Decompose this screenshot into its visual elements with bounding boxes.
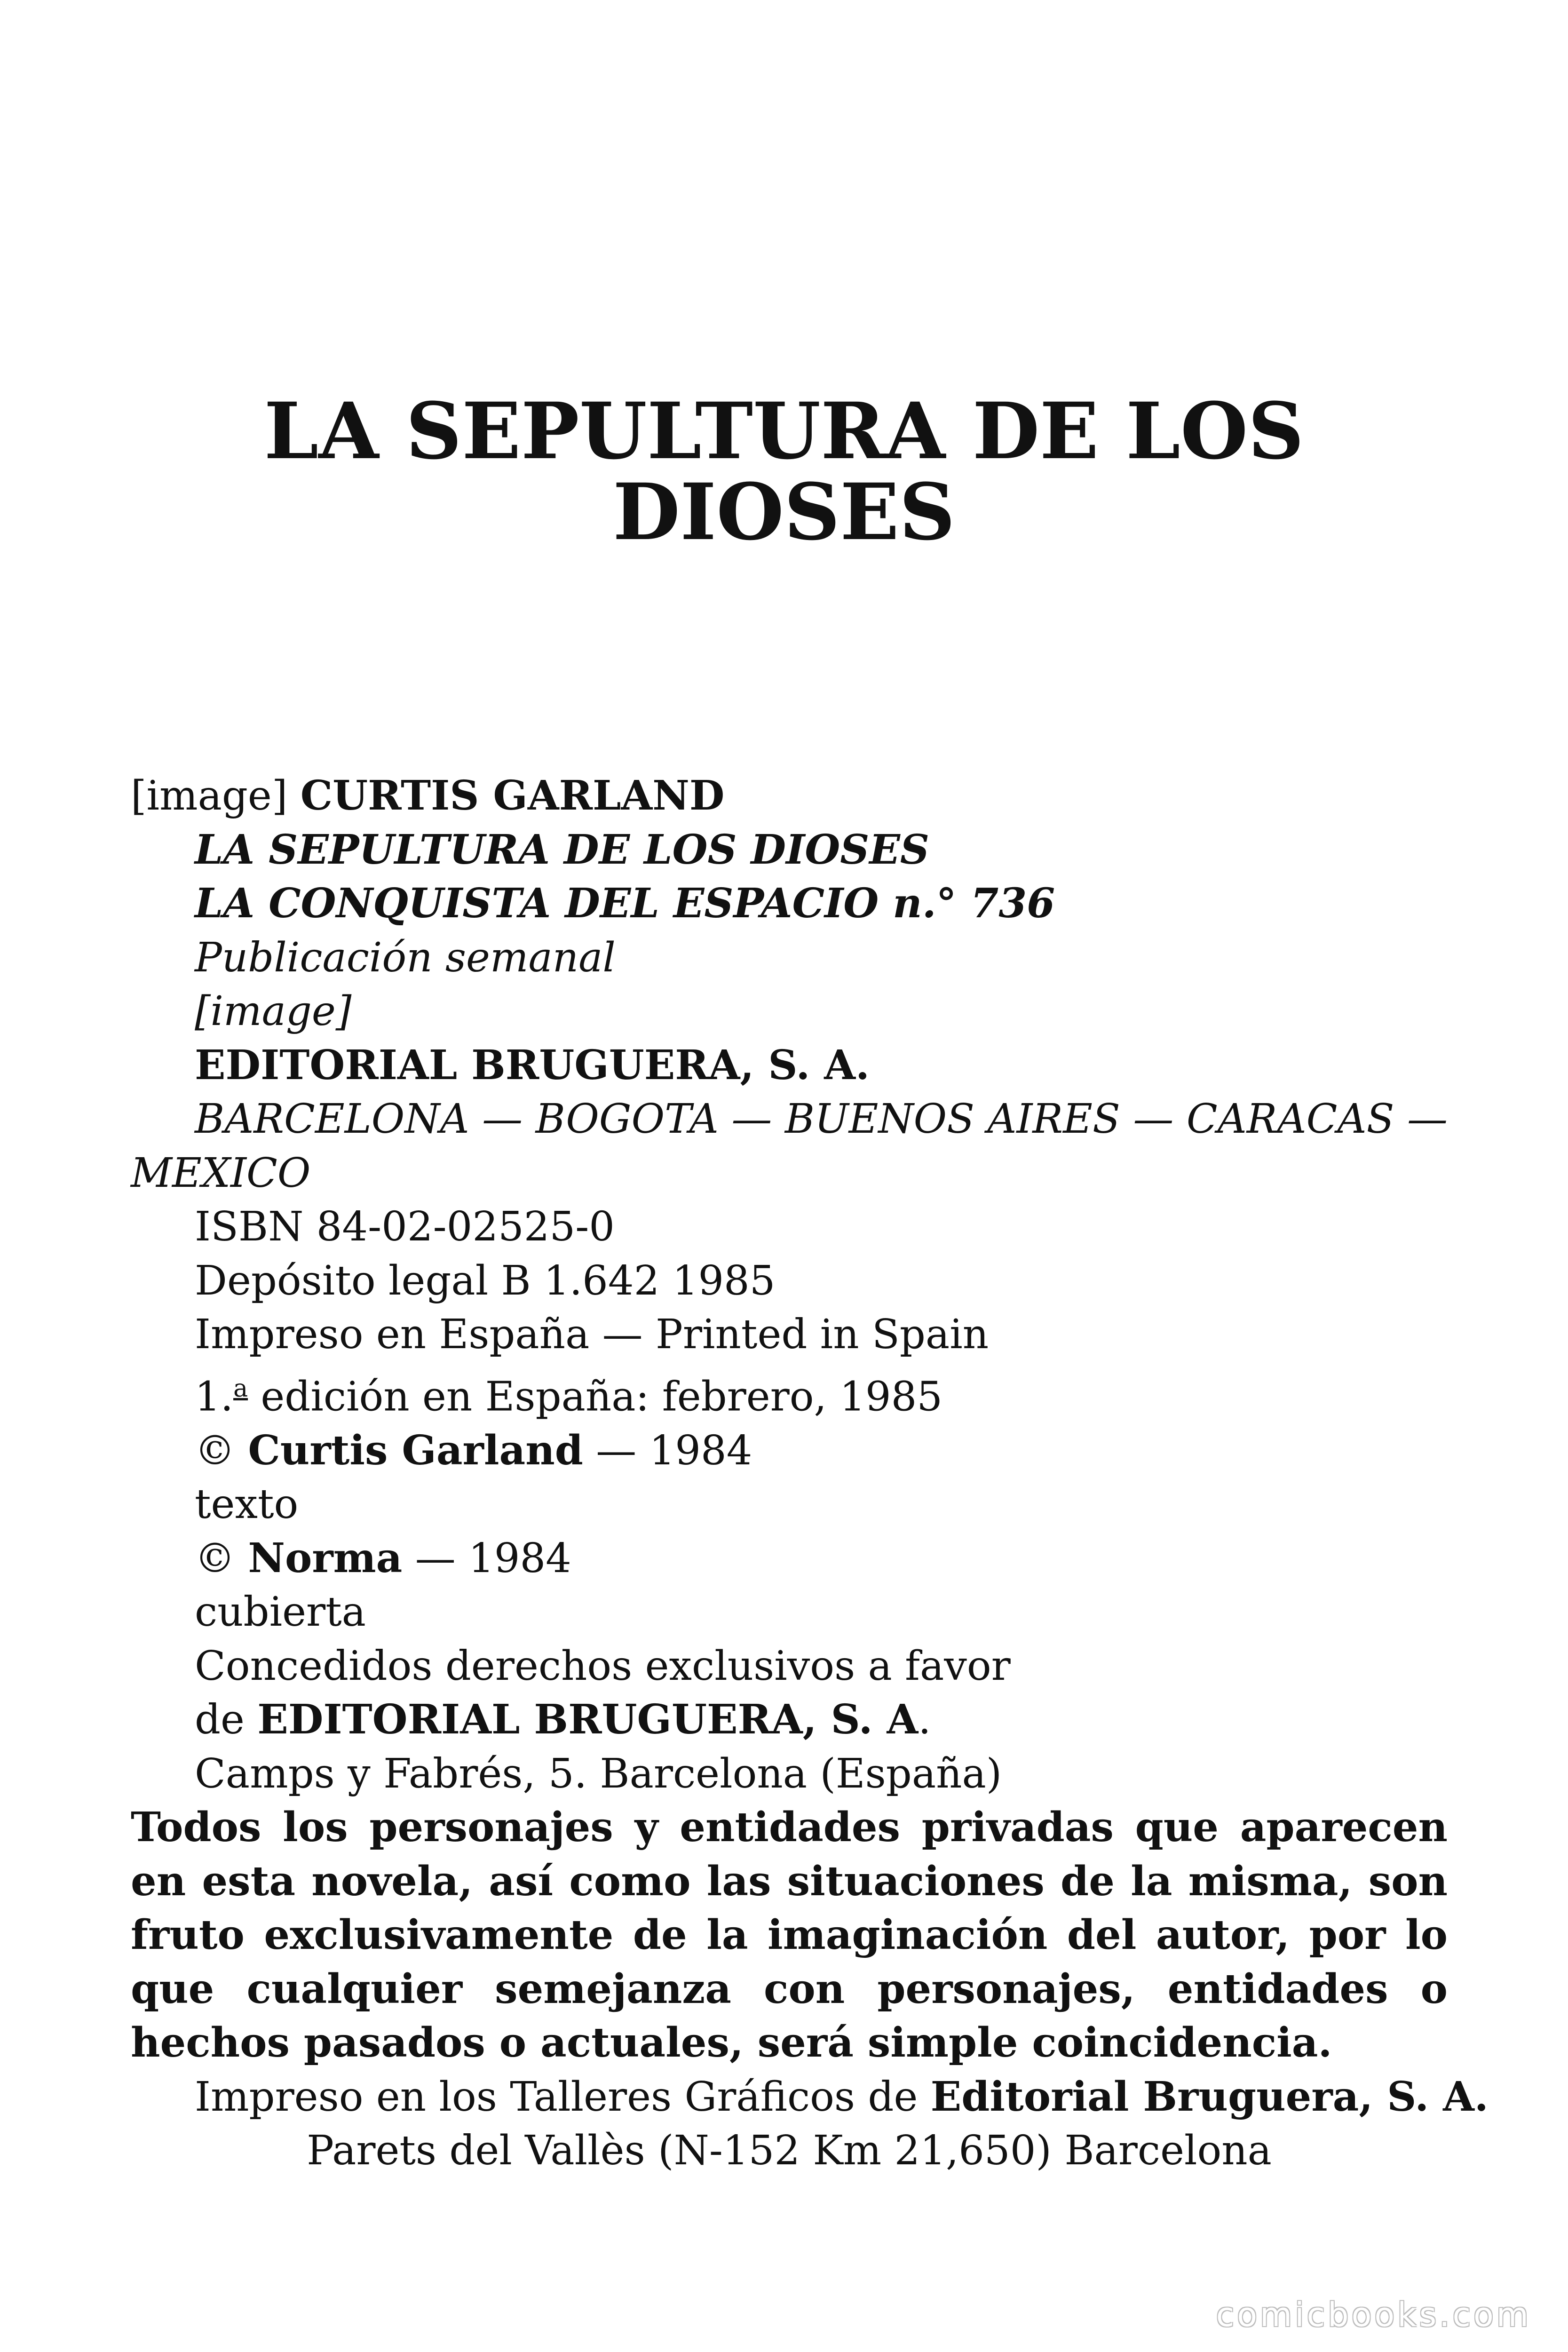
city-buenos-aires: BUENOS AIRES bbox=[784, 1096, 1120, 1143]
image-placeholder: [image] bbox=[131, 772, 288, 819]
image-placeholder-2: [image] bbox=[195, 988, 352, 1035]
edition-ordinal: a bbox=[233, 1374, 248, 1403]
printer-name: Editorial Bruguera, S. A. bbox=[930, 2073, 1489, 2121]
copyright-symbol: © bbox=[195, 1534, 248, 1582]
printer-address: Parets del Vallès (N-152 Km 21,650) Barcelona bbox=[307, 2127, 1272, 2175]
copyright-year: — 1984 bbox=[402, 1534, 571, 1582]
city-separator: — bbox=[731, 1096, 772, 1143]
printer-line bbox=[131, 2070, 1489, 2124]
copyright-year: — 1984 bbox=[583, 1427, 752, 1474]
edition-line bbox=[131, 1362, 1448, 1424]
legal-deposit: Depósito legal B 1.642 1985 bbox=[195, 1257, 776, 1304]
copyright-holder: Curtis Garland bbox=[248, 1426, 583, 1474]
city-mexico: MEXICO bbox=[131, 1149, 311, 1197]
rights-prefix: de bbox=[195, 1696, 258, 1744]
isbn: ISBN 84-02-02525-0 bbox=[195, 1203, 615, 1250]
series-number: LA CONQUISTA DEL ESPACIO n.° 736 bbox=[195, 880, 1055, 927]
city-separator: — bbox=[1407, 1096, 1448, 1143]
credit-book-title: LA SEPULTURA DE LOS DIOSES bbox=[195, 826, 930, 874]
copyright-cover-label: cubierta bbox=[195, 1589, 366, 1636]
rights-holder: EDITORIAL BRUGUERA, S. A bbox=[257, 1696, 919, 1744]
publisher-cities bbox=[131, 1092, 1448, 1146]
city-barcelona: BARCELONA bbox=[195, 1096, 469, 1143]
edition-date: edición en España: febrero, 1985 bbox=[248, 1373, 943, 1421]
printer-prefix: Impreso en los Talleres Gráficos de bbox=[195, 2073, 931, 2121]
printed-in-spain: Impreso en España — Printed in Spain bbox=[195, 1311, 989, 1358]
rights-line-1: Concedidos derechos exclusivos a favor bbox=[195, 1642, 1011, 1690]
author-line bbox=[131, 769, 1448, 823]
copyright-text bbox=[131, 1424, 1448, 1478]
book-title-line-1: LA SEPULTURA DE LOS bbox=[264, 385, 1304, 477]
publication-frequency: Publicación semanal bbox=[195, 934, 616, 981]
book-title-line-2: DIOSES bbox=[612, 466, 956, 557]
copyright-symbol: © bbox=[195, 1427, 248, 1474]
city-caracas: CARACAS bbox=[1186, 1096, 1394, 1143]
book-title-heading bbox=[0, 385, 1568, 557]
city-bogota: BOGOTA bbox=[535, 1096, 719, 1143]
edition-number: 1. bbox=[195, 1373, 234, 1421]
rights-line-2 bbox=[131, 1693, 1448, 1747]
site-watermark: comicbooks.com bbox=[1216, 2296, 1531, 2334]
credits-block bbox=[131, 769, 1489, 2178]
copyright-cover bbox=[131, 1532, 1448, 1586]
rights-suffix: . bbox=[918, 1696, 931, 1744]
author-name: CURTIS GARLAND bbox=[300, 772, 725, 819]
copyright-text-label: texto bbox=[195, 1481, 299, 1528]
publisher-name: EDITORIAL BRUGUERA, S. A. bbox=[195, 1041, 870, 1089]
publisher-address: Camps y Fabrés, 5. Barcelona (España) bbox=[195, 1750, 1002, 1797]
fiction-disclaimer: Todos los personajes y entidades privadas que aparecen en esta novela, así como las situaciones de la misma, son fruto exclusivamente de la imaginación del autor, por lo que cualquier semejanza con personajes, entidades o hechos pasados o actuales, será simple coincidencia. bbox=[131, 1804, 1448, 2067]
copyright-holder: Norma bbox=[248, 1534, 403, 1582]
city-separator: — bbox=[482, 1096, 523, 1143]
city-separator: — bbox=[1133, 1096, 1174, 1143]
